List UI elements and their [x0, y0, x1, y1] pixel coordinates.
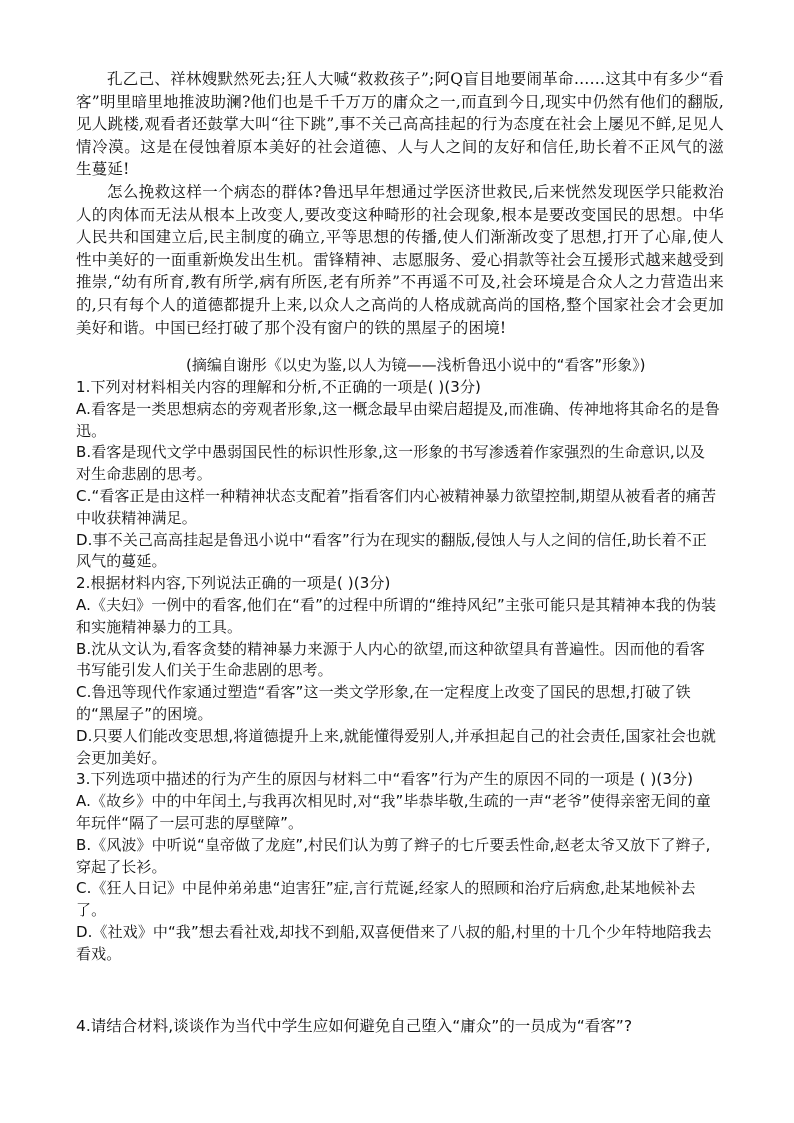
- question-1: [76, 377, 720, 573]
- option-c: C.“看客正是由这样一种精神状态支配着”指看客们内心被精神暴力欲望控制,期望从被看者的痛苦中收获精神满足。: [76, 486, 717, 527]
- question-2: [76, 573, 720, 769]
- question-list: [76, 377, 720, 966]
- question-stem: 3.下列选项中描述的行为产生的原因与材料二中“看客”行为产生的原因不同的一项是 ( )(3分): [76, 770, 694, 789]
- question-4: 4.请结合材料,谈谈作为当代中学生应如何避免自己堕入“庸众”的一员成为“看客”?: [76, 1017, 633, 1035]
- question-stem: 2.根据材料内容,下列说法正确的一项是( )(3分): [76, 574, 391, 593]
- reading-passage: [76, 68, 724, 339]
- passage-source: (摘编自谢彤《以史为鉴,以人为镜——浅析鲁迅小说中的“看客”形象》): [186, 356, 646, 374]
- question-3: [76, 769, 720, 965]
- passage-paragraph: 孔乙己、祥林嫂默然死去;狂人大喊“救救孩子”;阿Q盲目地要闹革命……这其中有多少“看客”明里暗里地推波助澜?他们也是千千万万的庸众之一,而直到今日,现实中仍然有他们的翻版,见人跳楼,观看者还鼓掌大叫“往下跳”,事不关己高高挂起的行为态度在社会上屡见不鲜,足见人情冷漠。这是在侵蚀着原本美好的社会道德、人与人之间的友好和信任,助长着不正风气的滋生蔓延!: [76, 70, 724, 179]
- option-d: D.只要人们能改变思想,将道德提升上来,就能懂得爱别人,并承担起自己的社会责任,国家社会也就会更加美好。: [76, 726, 716, 767]
- passage-paragraph: 怎么挽救这样一个病态的群体?鲁迅早年想通过学医济世救民,后来恍然发现医学只能救治人的肉体而无法从根本上改变人,要改变这种畸形的社会现象,根本是要改变国民的思想。中华人民共和国建立后,民主制度的确立,平等思想的传播,使人们渐渐改变了思想,打开了心扉,使人性中美好的一面重新焕发出生机。雷锋精神、志愿服务、爱心捐款等社会互援形式越来越受到推崇,“幼有所育,教有所学,病有所医,老有所养”不再遥不可及,社会环境是合众人之力营造出来的,只有每个人的道德都提升上来,以众人之高尚的人格成就高尚的国格,整个国家社会才会更加美好和谐。中国已经打破了那个没有窗户的铁的黑屋子的困境!: [76, 182, 724, 337]
- option-a: A.《故乡》中的中年闰土,与我再次相见时,对“我”毕恭毕敬,生疏的一声“老爷”使得亲密无间的童年玩伴“隔了一层可悲的厚壁障”。: [76, 792, 711, 832]
- option-b: B.看客是现代文学中愚弱国民性的标识性形象,这一形象的书写渗透着作家强烈的生命意识,以及对生命悲剧的思考。: [76, 443, 705, 484]
- option-c: C.《狂人日记》中昆仲弟弟患“迫害狂”症,言行荒诞,经家人的照顾和治疗后病愈,赴某地候补去了。: [76, 879, 696, 920]
- option-b: B.《风波》中听说“皇帝做了龙庭”,村民们认为剪了辫子的七斤要丢性命,赵老太爷又放下了辫子,穿起了长衫。: [76, 835, 711, 876]
- option-d: D.《社戏》中“我”想去看社戏,却找不到船,双喜便借来了八叔的船,村里的十几个少年特地陪我去看戏。: [76, 922, 712, 963]
- option-a: A.《夫妇》一例中的看客,他们在“看”的过程中所谓的“维持风纪”主张可能只是其精神本我的伪装和实施精神暴力的工具。: [76, 595, 717, 636]
- option-b: B.沈从文认为,看客贪婪的精神暴力来源于人内心的欲望,而这种欲望具有普遍性。因而他的看客书写能引发人们关于生命悲剧的思考。: [76, 639, 705, 680]
- option-a: A.看客是一类思想病态的旁观者形象,这一概念最早由梁启超提及,而准确、传神地将其命名的是鲁迅。: [76, 399, 720, 440]
- option-c: C.鲁迅等现代作家通过塑造“看客”这一类文学形象,在一定程度上改变了国民的思想,打破了铁的“黑屋子”的困境。: [76, 683, 691, 723]
- option-d: D.事不关己高高挂起是鲁迅小说中“看客”行为在现实的翻版,侵蚀人与人之间的信任,助长着不正风气的蔓延。: [76, 530, 707, 571]
- question-stem: 1.下列对材料相关内容的理解和分析,不正确的一项是( )(3分): [76, 378, 482, 396]
